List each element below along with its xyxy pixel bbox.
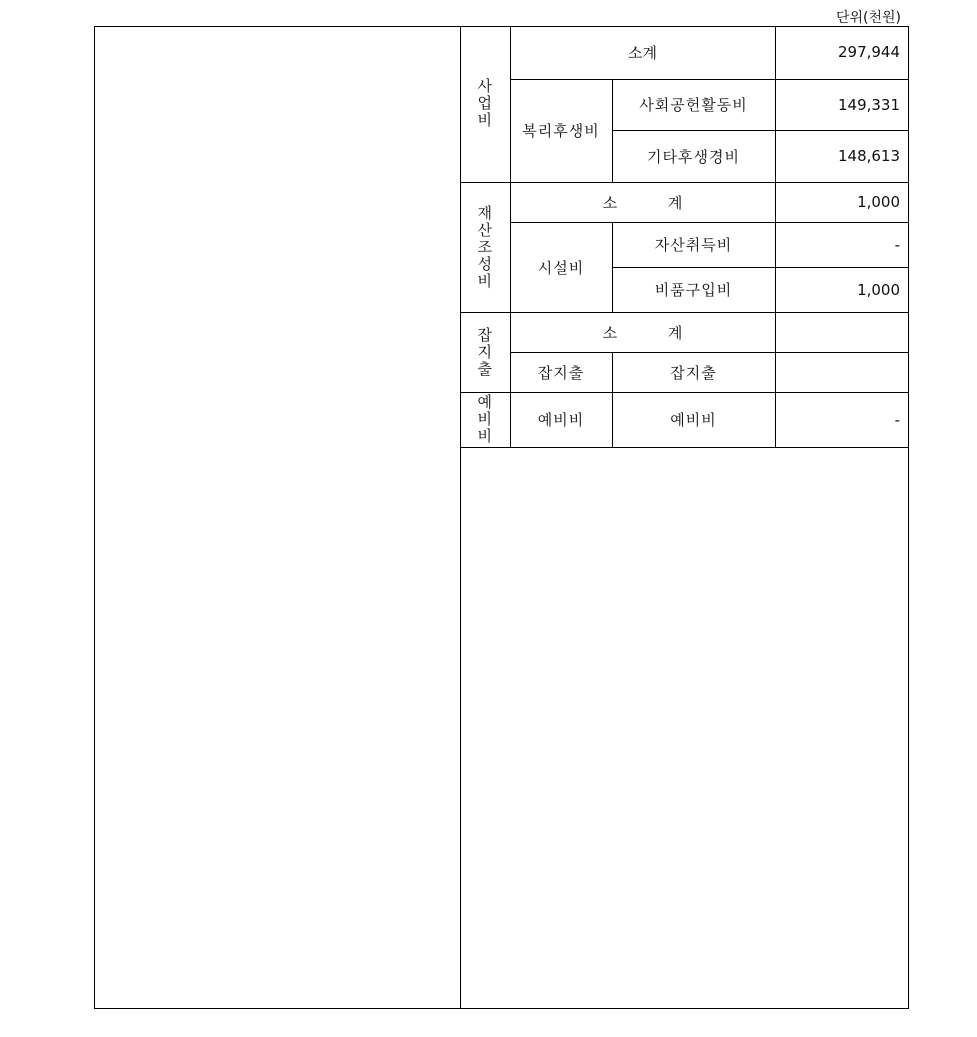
- item-value: 148,613: [775, 130, 909, 182]
- item-label: 예비비: [612, 392, 775, 447]
- section-char: 조: [477, 237, 492, 256]
- table-row: [460, 352, 909, 392]
- section-char: 잡: [477, 325, 492, 344]
- item-value: -: [775, 392, 909, 447]
- section-char: 사: [477, 77, 492, 96]
- section-char: 출: [477, 359, 492, 378]
- table-row: [460, 222, 909, 267]
- subtotal-label: 소계: [510, 26, 775, 79]
- table-row: [460, 312, 909, 352]
- item-value: 149,331: [775, 79, 909, 130]
- section-label-reserve: [460, 392, 510, 447]
- section-char: 비: [477, 427, 492, 445]
- subtotal-value: 297,944: [775, 26, 909, 79]
- item-value: [775, 352, 909, 392]
- section-label-business: [460, 26, 510, 182]
- item-label: 자산취득비: [612, 222, 775, 267]
- group-label: 복리후생비: [510, 79, 612, 182]
- item-label: 비품구입비: [612, 267, 775, 312]
- section-label-misc: [460, 312, 510, 392]
- group-label: 잡지출: [510, 352, 612, 392]
- section-char: 예: [477, 393, 492, 411]
- table-row: [460, 182, 909, 222]
- budget-table: [460, 26, 909, 448]
- section-char: 비: [477, 410, 492, 428]
- section-char: 비: [477, 271, 492, 290]
- table-row: [460, 392, 909, 447]
- subtotal-label: 소 계: [510, 182, 775, 222]
- table-row: [460, 79, 909, 130]
- left-blank-pane: [94, 26, 461, 1009]
- item-label: 사회공헌활동비: [612, 79, 775, 130]
- subtotal-value: [775, 312, 909, 352]
- item-label: 기타후생경비: [612, 130, 775, 182]
- section-char: 재: [477, 203, 492, 222]
- section-label-property: [460, 182, 510, 312]
- table-row: [460, 26, 909, 79]
- group-label: 시설비: [510, 222, 612, 312]
- group-label: 예비비: [510, 392, 612, 447]
- section-char: 비: [477, 111, 492, 130]
- section-char: 지: [477, 342, 492, 361]
- item-value: -: [775, 222, 909, 267]
- section-char: 업: [477, 94, 492, 113]
- item-value: 1,000: [775, 267, 909, 312]
- unit-label: 단위(천원): [835, 10, 901, 26]
- section-char: 산: [477, 220, 492, 239]
- item-label: 잡지출: [612, 352, 775, 392]
- subtotal-label: 소 계: [510, 312, 775, 352]
- section-char: 성: [477, 254, 492, 273]
- subtotal-value: 1,000: [775, 182, 909, 222]
